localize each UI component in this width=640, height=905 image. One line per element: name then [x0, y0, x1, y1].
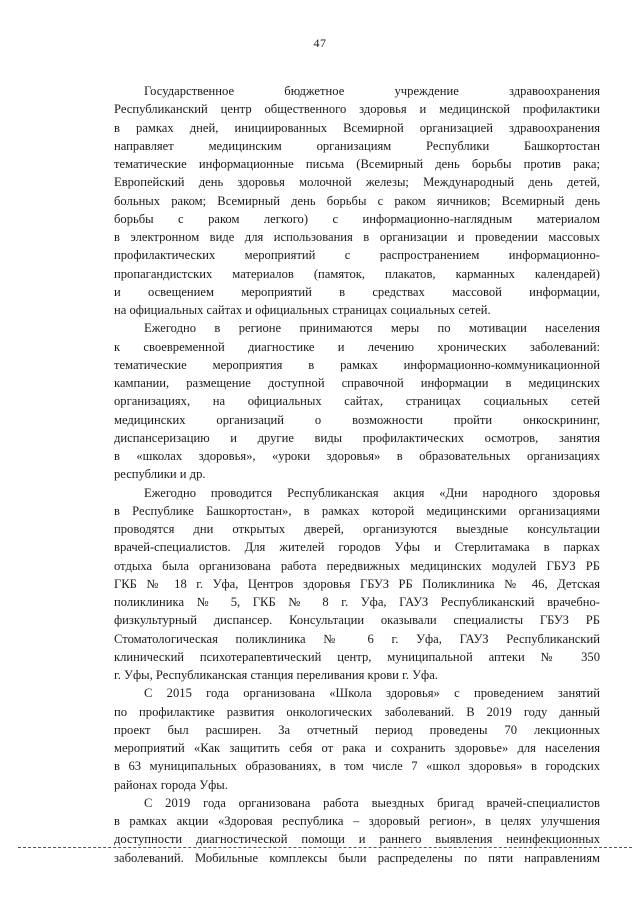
text-line: медицинских организаций о возможности пройти онкоскрининг, — [114, 412, 600, 427]
text-line: организациях, на официальных сайтах, страницах социальных сетей — [114, 394, 600, 409]
paragraph-4 — [114, 684, 600, 794]
text-line: Государственное бюджетное учреждение здравоохранения — [144, 84, 600, 98]
text-line: и освещением мероприятий в средствах массовой информации, — [114, 284, 600, 299]
text-line: проводятся дни открытых дверей, организуются выездные консультации — [114, 522, 600, 536]
text-line: в рамках акции «Здоровая республика – здоровый регион», в целях улучшения — [114, 814, 600, 828]
text-line: клинический психотерапевтический центр, муниципальной аптеки № 350 — [114, 649, 600, 664]
footer-divider — [18, 847, 632, 848]
text-line: республики и др. — [114, 467, 206, 482]
text-line: ГКБ № 18 г. Уфа, Центров здоровья ГБУЗ РБ Поликлиника № 46, Детская — [114, 576, 600, 591]
text-line: Республиканский центр общественного здоровья и медицинской профилактики — [114, 102, 600, 117]
text-line: кампании, размещение доступной справочной информации в медицинских — [114, 376, 600, 390]
text-line: Ежегодно в регионе принимаются меры по мотивации населения — [144, 321, 600, 336]
text-line: тематические информационные письма (Всемирный день борьбы против рака; — [114, 157, 600, 171]
text-line: г. Уфы, Республиканская станция переливания крови г. Уфа. — [114, 668, 438, 682]
text-line: в электронном виде для использования в организации и проведении массовых — [114, 230, 600, 244]
text-line: в «школах здоровья», «уроки здоровья» в образовательных организациях — [114, 449, 600, 463]
text-line: физкультурный диспансер. Консультации оказывали специалисты ГБУЗ РБ — [114, 613, 600, 628]
text-line: доступности диагностической помощи и раннего выявления неинфекционных — [114, 832, 600, 847]
text-line: диспансеризацию и другие виды профилактических осмотров, занятия — [114, 430, 600, 445]
text-line: отдыха была организована работа передвижных медицинских модулей ГБУЗ РБ — [114, 558, 600, 573]
text-line: Европейский день здоровья молочной железы; Международный день детей, — [114, 175, 600, 190]
text-line: на официальных сайтах и официальных страницах социальных сетей. — [114, 303, 491, 317]
paragraph-5 — [114, 794, 600, 867]
text-line: врачей-специалистов. Для жителей городов Уфы и Стерлитамака в парках — [114, 540, 600, 555]
text-line: С 2019 года организована работа выездных бригад врачей-специалистов — [144, 795, 600, 810]
text-line: в рамках дней, инициированных Всемирной организацией здравоохранения — [114, 120, 600, 135]
text-line: пропагандистских материалов (памяток, плакатов, карманных календарей) — [114, 266, 600, 281]
text-line: Ежегодно проводится Республиканская акция «Дни народного здоровья — [144, 485, 600, 500]
text-line: профилактических мероприятий с распространением информационно- — [114, 248, 600, 263]
text-line: в 63 муниципальных образованиях, в том числе 7 «школ здоровья» в городских — [114, 759, 600, 774]
paragraph-3 — [114, 484, 600, 685]
text-line: направляет медицинским организациям Республики Башкортостан — [114, 138, 600, 153]
text-line: районах города Уфы. — [114, 777, 228, 792]
text-line: борьбы с раком легкого) с информационно-наглядным материалом — [114, 211, 600, 226]
text-line: больных раком; Всемирный день борьбы с раком яичников; Всемирный день — [114, 193, 600, 208]
text-line: в Республике Башкортостан», в рамках которой медицинскими организациями — [114, 503, 600, 518]
text-line: к своевременной диагностике и лечению хронических заболеваний: — [114, 339, 600, 354]
paragraph-1 — [114, 82, 600, 319]
text-line: С 2015 года организована «Школа здоровья» с проведением занятий — [144, 686, 600, 701]
page-number: 47 — [313, 36, 327, 50]
paragraph-2 — [114, 319, 600, 483]
text-line: Стоматологическая поликлиника № 6 г. Уфа, ГАУЗ Республиканский — [114, 631, 600, 646]
text-line: поликлиника № 5, ГКБ № 8 г. Уфа, ГАУЗ Республиканский врачебно- — [114, 595, 600, 609]
text-line: по профилактике развития онкологических заболеваний. В 2019 году данный — [114, 704, 600, 719]
document-body — [114, 82, 600, 867]
text-line: мероприятий «Как защитить себя от рака и сохранить здоровье» для населения — [114, 741, 600, 755]
text-line: проект был расширен. За отчетный период проведены 70 лекционных — [114, 722, 600, 737]
text-line: тематические мероприятия в рамках информационно-коммуникационной — [114, 357, 600, 372]
text-line: заболеваний. Мобильные комплексы были распределены по пяти направлениям — [114, 850, 600, 865]
